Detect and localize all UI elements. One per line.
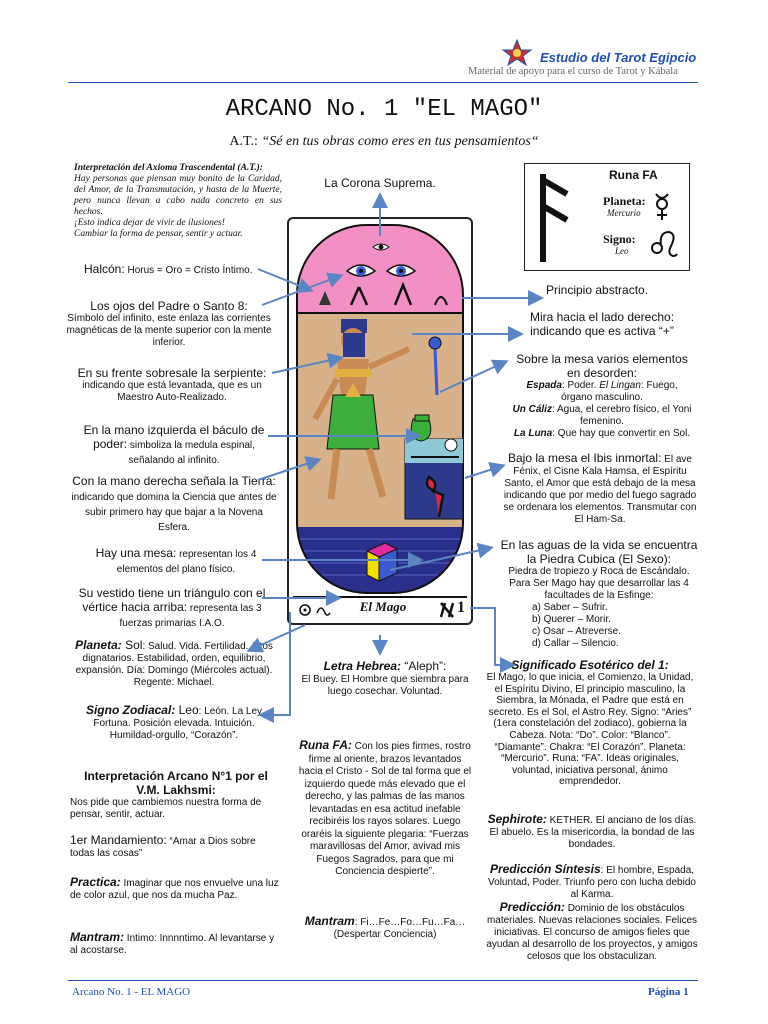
- letra-text: El Buey. El Hombre que siembra para luego cosechar. Voluntad.: [301, 674, 469, 697]
- page-title: ARCANO No. 1 "EL MAGO": [225, 96, 543, 123]
- letra-note: [298, 659, 472, 698]
- corona-label: La Corona Suprema.: [324, 176, 436, 190]
- serpiente-note: [66, 366, 278, 404]
- mantram-left-note: [70, 930, 282, 957]
- signo-text: : León. La Ley Fortuna. Posición elevada. Intuición. Humildad-orgullo, “Corazón”.: [93, 706, 263, 741]
- signo-value: Leo: [175, 703, 199, 717]
- mesa-label: Hay una mesa:: [95, 546, 177, 560]
- rune-box-signo-label: Signo:: [603, 232, 636, 246]
- rune-box-planeta-value: Mercurio: [607, 208, 641, 218]
- mantram-center-label: Mantram: [304, 914, 355, 928]
- rune-box-planeta-label: Planeta:: [603, 194, 646, 208]
- mandamiento-label: 1er Mandamiento:: [70, 833, 167, 847]
- header-divider: [68, 82, 698, 83]
- planeta-note: [70, 638, 278, 689]
- caliz-label: Un Cáliz: [512, 404, 552, 415]
- baculo-text: simboliza la medula espinal, señalando al infinito.: [127, 440, 255, 466]
- halcon-text: Horus = Oro = Cristo Íntimo.: [124, 265, 253, 276]
- mano-derecha-note: [70, 474, 278, 534]
- mantram-left-text: Intimo: Innnntimo. Al levantarse y al acostarse.: [70, 933, 275, 956]
- sephirote-note: [486, 812, 698, 851]
- mercury-icon: [651, 192, 673, 222]
- serpiente-text: indicando que está levantada, que es un Maestro Auto-Realizado.: [82, 380, 262, 403]
- card-illustration: [289, 219, 471, 623]
- planeta-value: Sol: [121, 638, 143, 652]
- axiom-text: “Sé en tus obras como eres en tus pensamientos“: [261, 134, 539, 149]
- baculo-label: En la mano izquierda el báculo de poder:: [83, 423, 265, 451]
- logo-icon: [500, 38, 534, 66]
- prediccion-sintesis-label: Predicción Síntesis: [489, 862, 601, 876]
- letra-value: “Aleph”:: [401, 659, 447, 673]
- interp-arcano: [70, 769, 282, 821]
- header-subtitle: Material de apoyo para el curso de Tarot y Kábala: [468, 66, 678, 77]
- prediccion-text: Dominio de los obstáculos materiales. Nuevas relaciones sociales. Felices iniciativas. El concurso de amigos fieles que ayudan al desarrollo de los proyectos, y amigos celosos que los obstaculizan.: [486, 903, 698, 962]
- prediccion-sintesis-note: [486, 862, 698, 901]
- axiom-interpretation-line2: ¡Esto indica dejar de vivir de ilusiones!: [74, 218, 225, 228]
- card-name: El Mago: [359, 599, 407, 614]
- mesa-text: representan los 4 elementos del plano físico.: [116, 549, 257, 575]
- sephirote-text: KETHER. El anciano de los días. El abuelo. Es la misericordia, la bondad de las bondades.: [489, 815, 697, 850]
- footer-page: Página 1: [648, 986, 689, 998]
- principio-label: Principio abstracto.: [546, 283, 649, 297]
- axiom: [0, 134, 768, 150]
- runa-fa-note: [296, 738, 474, 879]
- rune-box-signo-value: Leo: [615, 246, 629, 256]
- footer-left: Arcano No. 1 - EL MAGO: [72, 986, 191, 998]
- sephirote-label: Sephirote:: [487, 812, 547, 826]
- lingan-text: El Lingan: [599, 380, 641, 391]
- prediccion-label: Predicción:: [499, 900, 565, 914]
- interp-arcano-heading: Interpretación Arcano N°1 por el V.M. Lakhsmi:: [84, 769, 268, 797]
- rune-fa-icon: [531, 170, 579, 266]
- rune-box: [524, 163, 690, 271]
- ojos-note: [66, 299, 272, 349]
- planeta-text: : Salud. Vida. Fertilidad. Altos dignatarios. Estabilidad, orden, equilibrio, expansión. Día: Domingo (Miércoles actual). Regente: Michael.: [75, 641, 273, 688]
- halcon-label: Halcón:: [84, 262, 125, 276]
- luna-text: : Que hay que convertir en Sol.: [552, 428, 691, 439]
- mesa-elementos-note: [510, 352, 694, 440]
- leo-icon: [649, 228, 679, 260]
- planeta-label: Planeta:: [75, 638, 122, 652]
- facultad-item: c) Osar – Atreverse.: [532, 626, 621, 637]
- ibis-text: El ave Fénix, el Cisne Kala Hamsa, el Espíritu Santo, el Amor que está debajo de la mesa indicando que por medio del fuego sagrado se ordenara los elementos. Transmutar con El Ham-Sa.: [503, 454, 697, 525]
- facultad-item: a) Saber – Sufrir.: [532, 602, 608, 613]
- significado-note: [482, 658, 698, 788]
- axiom-prefix: A.T.:: [229, 134, 262, 149]
- mandamiento-note: [70, 833, 282, 860]
- practica-label: Practica:: [70, 875, 121, 889]
- espada-rest: : Fuego, órgano masculino.: [561, 380, 678, 403]
- vestido-label: Su vestido tiene un triángulo con el vértice hacia arriba:: [78, 586, 266, 614]
- mesa-note: [86, 546, 266, 576]
- signo-note: [70, 703, 278, 742]
- practica-text: Imaginar que nos envuelve una luz de color azul, que nos da mucha Paz.: [70, 878, 279, 901]
- facultad-item: b) Querer – Morir.: [532, 614, 611, 625]
- mano-derecha-label: Con la mano derecha señala la Tierra:: [72, 474, 276, 488]
- axiom-interpretation-body: Hay personas que piensan muy bonito de la Caridad, del Amor, de la Transmutación, y hasta de la Muerte, pero nunca llevan a cabo nada concreto en sus hechos.: [74, 174, 282, 217]
- mano-derecha-text: indicando que domina la Ciencia que antes de subir primero hay que bajar a la Novena Esfera.: [71, 492, 277, 533]
- mantram-center-sub: (Despertar Conciencia): [333, 929, 437, 940]
- runa-fa-text: Con los pies firmes, rostro firme al oriente, brazos levantados hacia el Cristo - Sol de tal forma que el izquierdo quede más elevado que el derecho, y las palmas de las manos levantadas en esa actitud inefable recibiréis los rayos solares. Luego oraréis la siguiente plegaria: “Fuerzas maravillosas del Amor, avivad mis Fuegos Sagrados, para que mi Conciencia despierte”.: [298, 741, 472, 877]
- luna-label: La Luna: [513, 428, 553, 439]
- baculo-note: [76, 423, 272, 467]
- halcon-note: [84, 262, 284, 277]
- ojos-label: Los ojos del Padre o Santo 8:: [90, 299, 248, 313]
- card-number: 1: [457, 599, 465, 616]
- signo-label: Signo Zodiacal:: [85, 703, 176, 717]
- header-title: Estudio del Tarot Egipcio: [540, 50, 697, 65]
- ibis-note: [502, 451, 698, 526]
- aguas-note: [500, 538, 698, 650]
- prediccion-note: [486, 900, 698, 963]
- caliz-text: : Agua, el cerebro físico, el Yoni femenino.: [551, 404, 692, 427]
- practica-note: [70, 875, 282, 902]
- significado-label: Significado Esotérico del 1:: [511, 658, 669, 672]
- mira-label: Mira hacia el lado derecho: indicando que es activa “+”: [529, 310, 675, 338]
- rune-box-title: Runa FA: [609, 168, 658, 182]
- aguas-text: Piedra de tropiezo y Roca de Escándalo. Para Ser Mago hay que desarrollar las 4 facultades de la Esfinge:: [508, 566, 690, 601]
- axiom-interpretation-line3: Cambiar la forma de pensar, sentir y actuar.: [74, 229, 243, 239]
- runa-fa-label: Runa FA:: [299, 738, 352, 752]
- mantram-center-text: : Fi…Fe…Fo…Fu…Fa…: [354, 917, 466, 928]
- serpiente-label: En su frente sobresale la serpiente:: [77, 366, 267, 380]
- aguas-label: En las aguas de la vida se encuentra la Piedra Cubica (El Sexo):: [500, 538, 698, 566]
- axiom-interpretation: [74, 163, 282, 240]
- mandamiento-text: “Amar a Dios sobre todas las cosas”: [70, 836, 256, 859]
- facultad-item: d) Callar – Silencio.: [532, 638, 619, 649]
- ojos-text: Símbolo del infinito, este enlaza las corrientes magnéticas de la mente superior con la mente inferior.: [66, 313, 272, 348]
- ibis-label: Bajo la mesa el Ibis inmortal:: [508, 451, 662, 465]
- interp-arcano-body: Nos pide que cambiemos nuestra forma de pensar, sentir, actuar.: [70, 797, 262, 820]
- espada-text: : Poder.: [561, 380, 600, 391]
- tarot-card: [287, 217, 473, 625]
- axiom-interpretation-heading: Interpretación del Axioma Trascendental (A.T.):: [74, 163, 263, 173]
- mantram-left-label: Mantram:: [70, 930, 125, 944]
- prediccion-sintesis-text: : El hombre, Espada, Voluntad, Poder. Triunfo pero con lucha debido al Karma.: [488, 865, 696, 900]
- significado-text: El Mago, lo que inicia, el Comienzo, la Unidad, el Espíritu Divino, El principio masculino, la Siembra, la Mónada, el Padre que está en secreto. Es el Sol, el Astro Rey. Signo: “Aries” (1era constelación del zodiaco), gobierna la Cabeza. Nota: “Do”. Color: “Blanco”. “Diamante”. Chakra: “El Corazón”. Planeta: “Mercurio”. Runa: “FA”. Ideas originales, voluntad, iniciativa personal, ánimo emprendedor.: [486, 672, 694, 788]
- espada-label: Espada: [526, 380, 562, 391]
- mantram-center-note: [296, 914, 474, 941]
- vestido-note: [72, 586, 272, 630]
- vestido-text: representa las 3 fuerzas primarias I.A.O.: [119, 603, 262, 629]
- footer-divider: [68, 980, 698, 981]
- letra-label: Letra Hebrea:: [323, 659, 401, 673]
- mesa-elementos-label: Sobre la mesa varios elementos en desorden:: [516, 352, 688, 380]
